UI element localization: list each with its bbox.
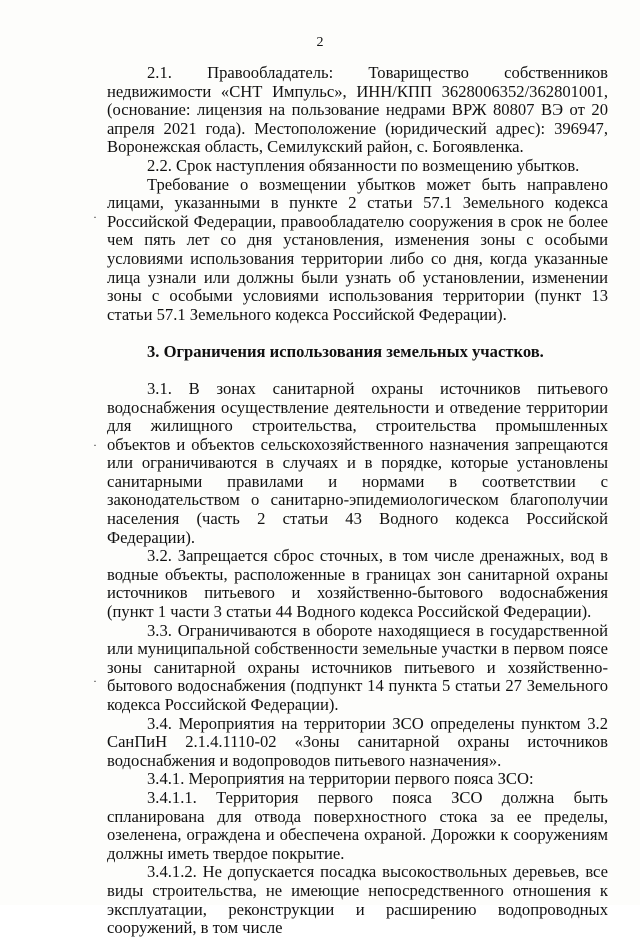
- margin-mark: ·: [93, 438, 97, 452]
- margin-mark: ·: [93, 674, 97, 688]
- paragraph-3-4: 3.4. Мероприятия на территории ЗСО определены пунктом 3.2 СанПиН 2.1.4.1110-02 «Зоны санитарной охраны источников водоснабжения и водопроводов питьевого назначения».: [107, 713, 608, 770]
- paragraph-3-4-1: 3.4.1. Мероприятия на территории первого пояса ЗСО:: [147, 769, 534, 789]
- margin-mark: ·: [93, 210, 97, 224]
- paragraph-damages-claim: Требование о возмещении убытков может быть направлено лицами, указанными в пункте 2 статьи 57.1 Земельного кодекса Российской Федерации, правообладателю сооружения в срок не более чем пять лет со дня установления, изменения зоны с особыми условиями использования территории либо со дня, когда указанные лица узнали или должны были узнать об установлении, изменении зоны с особыми условиями использования территории (пункт 13 статьи 57.1 Земельного кодекса Российской Федерации).: [107, 174, 608, 324]
- paragraph-3-3: 3.3. Ограничиваются в обороте находящиеся в государственной или муниципальной собственности земельные участки в первом поясе зоны санитарной охраны источников питьевого и хозяйственно-бытового водоснабжения (подпункт 14 пункта 5 статьи 27 Земельного кодекса Российской Федерации).: [107, 620, 608, 714]
- paragraph-3-4-1-2: 3.4.1.2. Не допускается посадка высокоствольных деревьев, все виды строительства, не имеющие непосредственного отношения к эксплуатации, реконструкции и расширению водопроводных сооружений, в том числе: [107, 862, 608, 938]
- document-body: [107, 64, 608, 938]
- paragraph-3-1: 3.1. В зонах санитарной охраны источников питьевого водоснабжения осуществление деятельности и отведение территории для жилищного строительства, строительства промышленных объектов и объектов сельскохозяйственного назначения запрещаются или ограничиваются в случаях и в порядке, которые установлены санитарными правилами и нормами в соответствии с законодательством о санитарно-эпидемиологическом благополучии населения (часть 2 статьи 43 Водного кодекса Российской Федерации).: [107, 378, 608, 547]
- paragraph-2-1: 2.1. Правообладатель: Товарищество собственников недвижимости «СНТ Импульс», ИНН/КПП 3628006352/362801001, (основание: лицензия на пользование недрами ВРЖ 80807 ВЭ от 20 апреля 2021 года). Местоположение (юридический адрес): 396947, Воронежская область, Семилукский район, с. Богоявленка.: [107, 63, 608, 157]
- paragraph-3-4-1-1: 3.4.1.1. Территория первого пояса ЗСО должна быть спланирована для отвода поверхностного стока за ее пределы, озеленена, ограждена и обеспечена охраной. Дорожки к сооружениям должны иметь твердое покрытие.: [107, 787, 608, 863]
- page-number: 2: [316, 35, 324, 50]
- paragraph-2-2: 2.2. Срок наступления обязанности по возмещению убытков.: [147, 155, 580, 175]
- paragraph-3-2: 3.2. Запрещается сброс сточных, в том числе дренажных, вод в водные объекты, расположенные в границах зон санитарной охраны источников питьевого и хозяйственно-бытового водоснабжения (пункт 1 части 3 статьи 44 Водного кодекса Российской Федерации).: [107, 546, 608, 622]
- section-3-heading: 3. Ограничения использования земельных участков.: [147, 342, 544, 362]
